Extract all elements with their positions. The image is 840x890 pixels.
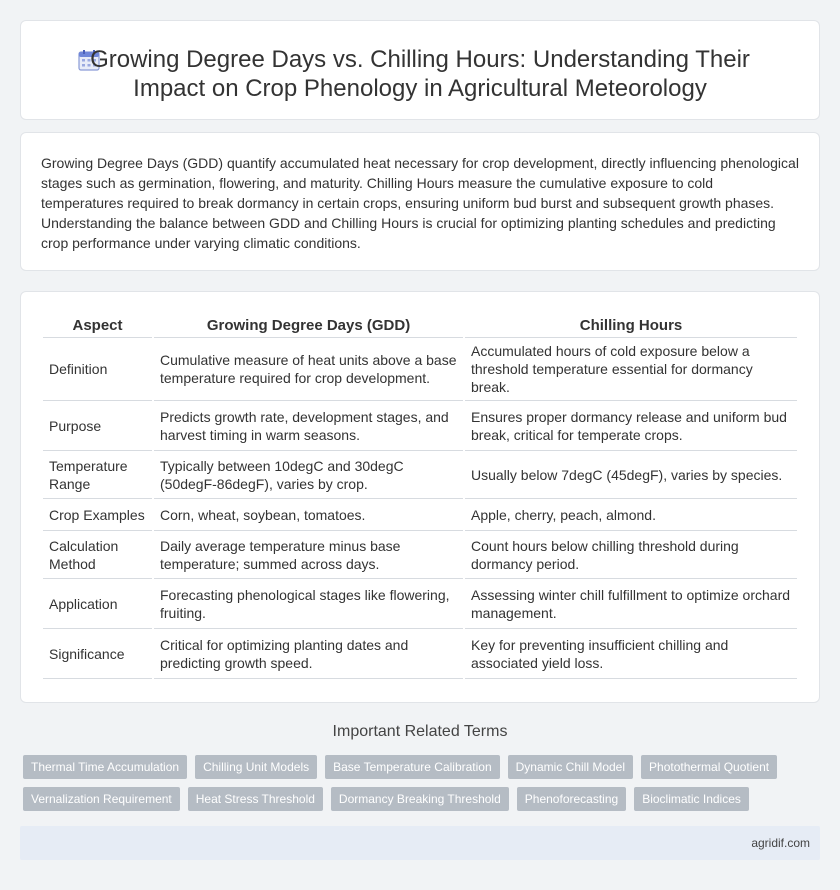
row-aspect: Crop Examples — [43, 499, 152, 531]
row-aspect: Application — [43, 579, 152, 629]
table-header-row — [43, 312, 797, 338]
header-aspect: Aspect — [43, 312, 152, 338]
row-chill: Apple, cherry, peach, almond. — [465, 499, 797, 531]
title-card — [20, 20, 820, 120]
tag-link[interactable]: Base Temperature Calibration — [325, 755, 500, 779]
comparison-table — [41, 312, 799, 679]
tag-row — [23, 755, 823, 779]
tag-link[interactable]: Photothermal Quotient — [641, 755, 777, 779]
row-aspect: Temperature Range — [43, 451, 152, 499]
row-chill: Usually below 7degC (45degF), varies by species. — [465, 451, 797, 499]
row-gdd: Cumulative measure of heat units above a base temperature required for crop development. — [154, 338, 463, 401]
row-aspect: Significance — [43, 629, 152, 679]
row-aspect: Calculation Method — [43, 531, 152, 579]
tag-link[interactable]: Dynamic Chill Model — [508, 755, 633, 779]
related-terms-heading: Important Related Terms — [332, 723, 508, 740]
comparison-card — [20, 291, 820, 703]
tag-link[interactable]: Chilling Unit Models — [195, 755, 317, 779]
row-gdd: Critical for optimizing planting dates and predicting growth speed. — [154, 629, 463, 679]
related-terms-list — [23, 755, 823, 819]
footer — [20, 826, 820, 860]
tag-link[interactable]: Heat Stress Threshold — [188, 787, 323, 811]
tag-row — [23, 787, 823, 811]
row-chill: Key for preventing insufficient chilling and associated yield loss. — [465, 629, 797, 679]
tag-link[interactable]: Vernalization Requirement — [23, 787, 180, 811]
header-chilling: Chilling Hours — [465, 312, 797, 338]
row-gdd: Predicts growth rate, development stages, and harvest timing in warm seasons. — [154, 401, 463, 451]
row-aspect: Definition — [43, 338, 152, 401]
tag-link[interactable]: Phenoforecasting — [517, 787, 626, 811]
intro-paragraph: Growing Degree Days (GDD) quantify accumulated heat necessary for crop development, directly influencing phenological stages such as germination, flowering, and maturity. Chilling Hours measure the cumulative exposure to cold temperatures required to break dormancy in certain crops, ensuring uniform bud burst and subsequent growth phases. Understanding the balance between GDD and Chilling Hours is crucial for optimizing planting schedules and predicting crop performance under varying climatic conditions. — [41, 155, 799, 251]
tag-link[interactable]: Dormancy Breaking Threshold — [331, 787, 509, 811]
table-row — [43, 579, 797, 629]
footer-site-link[interactable]: agridif.com — [751, 836, 810, 850]
row-chill: Count hours below chilling threshold during dormancy period. — [465, 531, 797, 579]
intro-card — [20, 132, 820, 271]
table-row — [43, 338, 797, 401]
table-row — [43, 629, 797, 679]
row-chill: Assessing winter chill fulfillment to optimize orchard management. — [465, 579, 797, 629]
table-row — [43, 451, 797, 499]
row-gdd: Corn, wheat, soybean, tomatoes. — [154, 499, 463, 531]
table-row — [43, 499, 797, 531]
tag-link[interactable]: Bioclimatic Indices — [634, 787, 749, 811]
row-chill: Accumulated hours of cold exposure below a threshold temperature essential for dormancy break. — [465, 338, 797, 401]
row-gdd: Forecasting phenological stages like flowering, fruiting. — [154, 579, 463, 629]
table-row — [43, 531, 797, 579]
tag-link[interactable]: Thermal Time Accumulation — [23, 755, 187, 779]
row-chill: Ensures proper dormancy release and uniform bud break, critical for temperate crops. — [465, 401, 797, 451]
row-gdd: Daily average temperature minus base temperature; summed across days. — [154, 531, 463, 579]
row-gdd: Typically between 10degC and 30degC (50degF-86degF), varies by crop. — [154, 451, 463, 499]
header-gdd: Growing Degree Days (GDD) — [154, 312, 463, 338]
row-aspect: Purpose — [43, 401, 152, 451]
table-row — [43, 401, 797, 451]
page-title: Growing Degree Days vs. Chilling Hours: Understanding Their Impact on Crop Phenology in Agricultural Meteorology — [90, 46, 750, 102]
